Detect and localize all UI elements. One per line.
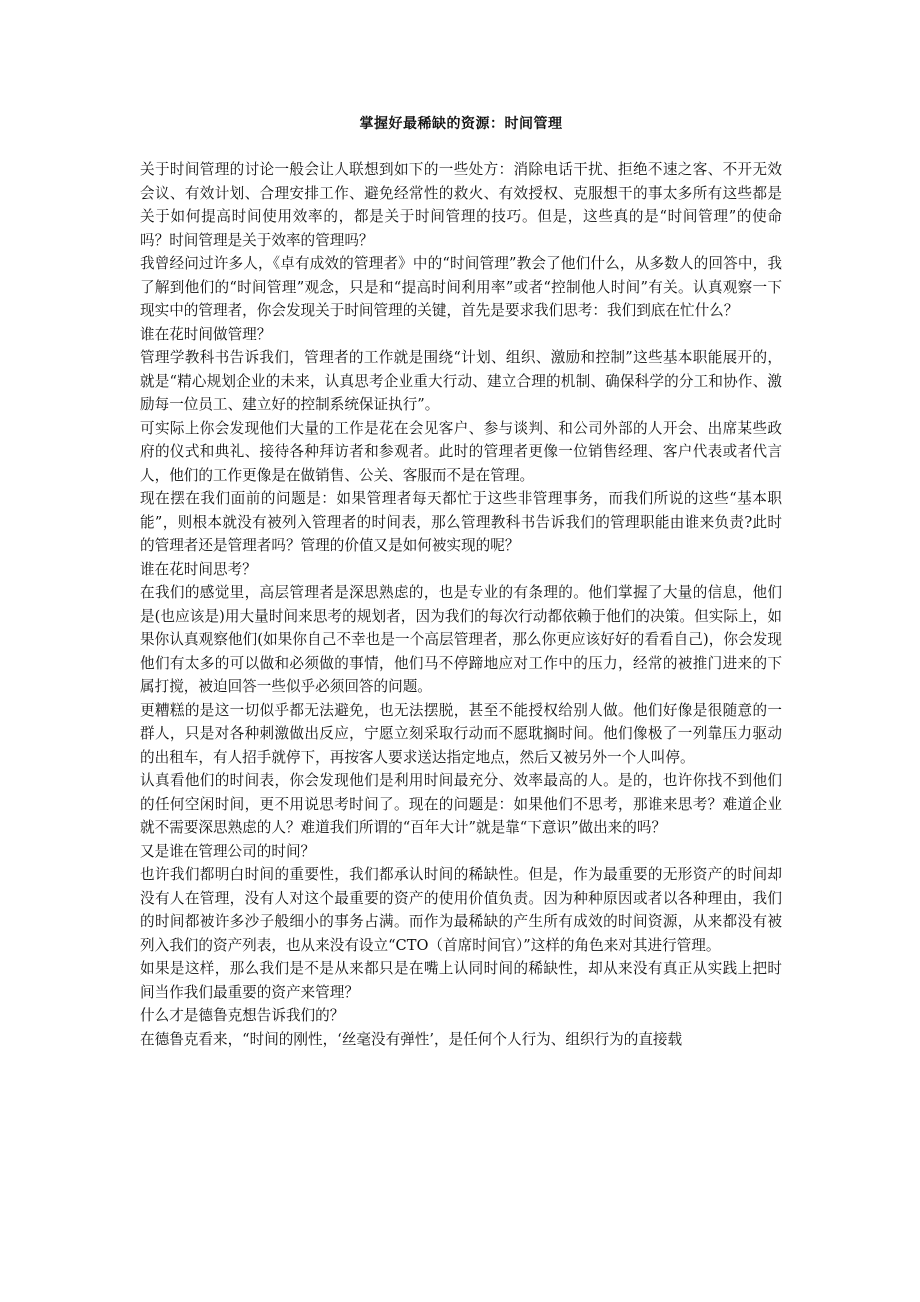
paragraph-scarcity: 也许我们都明白时间的重要性，我们都承认时间的稀缺性。但是，作为最重要的无形资产的时间却没有人在管理，没有人对这个最重要的资产的使用价值负责。因为种种原因或者以各种理由，我们的时间都被许多沙子般细小的事务占满。而作为最稀缺的产生所有成效的时间资源，从来都没有被列入我们的资产列表，也从来没有设立“CTO（首席时间官）”这样的角色来对其进行管理。 — [140, 866, 782, 954]
document-title: 掌握好最稀缺的资源：时间管理 — [359, 116, 563, 132]
paragraph-reality: 可实际上你会发现他们大量的工作是花在会见客户、参与谈判、和公司外部的人开会、出席某些政府的仪式和典礼、接待各种拜访者和参观者。此时的管理者更像一位销售经理、客户代表或者代言人，他们的工作更像是在做销售、公关、客服而不是在管理。 — [140, 419, 782, 484]
document-page — [140, 112, 782, 1051]
paragraph-intro: 关于时间管理的讨论一般会让人联想到如下的一些处方：消除电话干扰、拒绝不速之客、不开无效会议、有效计划、合理安排工作、避免经常性的救火、有效授权、克服想干的事太多所有这些都是关于如何提高时间使用效率的，都是关于时间管理的技巧。但是，这些真的是“时间管理”的使命吗？时间管理是关于效率的管理吗？ — [140, 161, 782, 249]
paragraph-worse: 更糟糕的是这一切似乎都无法避免，也无法摆脱，甚至不能授权给别人做。他们好像是很随意的一群人，只是对各种刺激做出反应，宁愿立刻采取行动而不愿耽搁时间。他们像极了一列靠压力驱动的出租车，有人招手就停下，再按客人要求送达指定地点，然后又被另外一个人叫停。 — [140, 701, 782, 766]
section-heading-management: 谁在花时间做管理？ — [140, 325, 272, 343]
paragraph-textbook: 管理学教科书告诉我们，管理者的工作就是围绕“计划、组织、激励和控制”这些基本职能展开的，就是“精心规划企业的未来，认真思考企业重大行动、建立合理的机制、确保科学的分工和协作、激励每一位员工、建立好的控制系统保证执行”。 — [140, 349, 782, 413]
paragraph-observation: 我曾经问过许多人，《卓有成效的管理者》中的“时间管理”教会了他们什么，从多数人的回答中，我了解到他们的“时间管理”观念，只是和“提高时间利用率”或者“控制他人时间”有关。认真观察一下现实中的管理者，你会发现关于时间管理的关键，首先是要求我们思考：我们到底在忙什么？ — [140, 255, 782, 319]
section-heading-company-time: 又是谁在管理公司的时间？ — [140, 842, 316, 860]
paragraph-executives: 在我们的感觉里，高层管理者是深思熟虑的，也是专业的有条理的。他们掌握了大量的信息，他们是(也应该是)用大量时间来思考的规划者，因为我们的每次行动都依赖于他们的决策。但实际上，如果你认真观察他们(如果你自己不幸也是一个高层管理者，那么你更应该好好的看看自己)，你会发现他们有太多的可以做和必须做的事情，他们马不停蹄地应对工作中的压力，经常的被推门进来的下属打搅，被迫回答一些似乎必须回答的问题。 — [140, 584, 782, 695]
paragraph-if-so: 如果是这样，那么我们是不是从来都只是在嘴上认同时间的稀缺性，却从来没有真正从实践上把时间当作我们最重要的资产来管理？ — [140, 960, 782, 1001]
paragraph-schedule: 认真看他们的时间表，你会发现他们是利用时间最充分、效率最高的人。是的，也许你找不到他们的任何空闲时间，更不用说思考时间了。现在的问题是：如果他们不思考，那谁来思考？难道企业就不需要深思熟虑的人？难道我们所谓的“百年大计”就是靠“下意识”做出来的吗？ — [140, 772, 782, 836]
document-body — [140, 158, 782, 1051]
paragraph-drucker-view: 在德鲁克看来，“时间的刚性，‘丝毫没有弹性’，是任何个人行为、组织行为的直接载 — [140, 1030, 683, 1048]
section-heading-thinking: 谁在花时间思考？ — [140, 560, 257, 578]
paragraph-question: 现在摆在我们面前的问题是：如果管理者每天都忙于这些非管理事务，而我们所说的这些“基本职能”，则根本就没有被列入管理者的时间表，那么管理教科书告诉我们的管理职能由谁来负责?此时的管理者还是管理者吗？管理的价值又是如何被实现的呢？ — [140, 490, 782, 554]
section-heading-drucker: 什么才是德鲁克想告诉我们的？ — [140, 1007, 345, 1024]
